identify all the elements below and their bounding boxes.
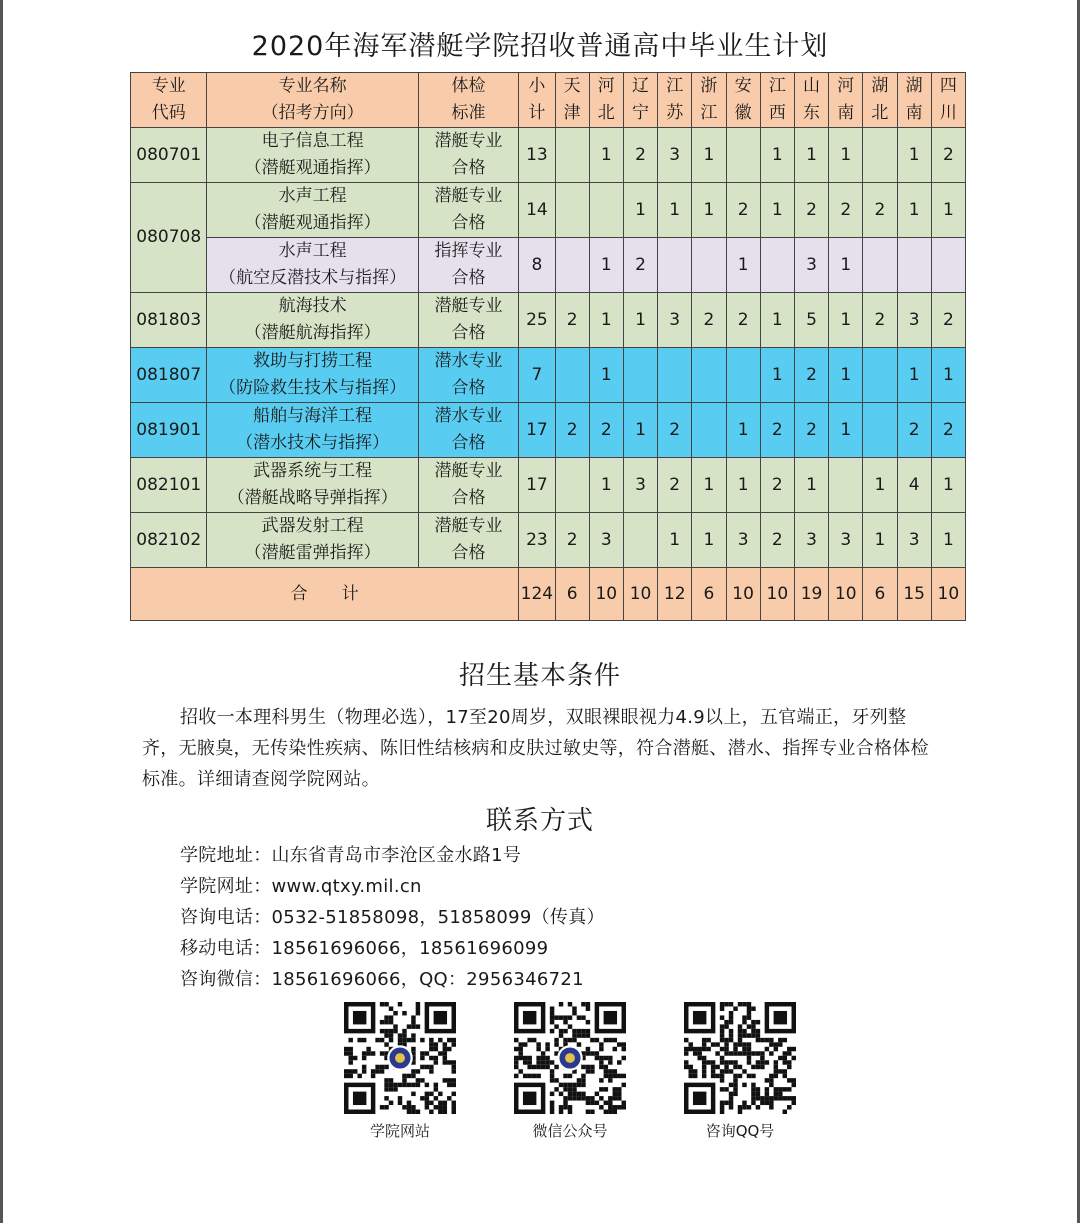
- major-name: 水声工程 （潜艇观通指挥）: [207, 183, 418, 238]
- total-cell: 6: [863, 568, 897, 621]
- quota-cell: 1: [692, 183, 726, 238]
- column-header: 河 北: [589, 73, 623, 128]
- quota-cell: 2: [794, 183, 828, 238]
- quota-cell: 1: [589, 458, 623, 513]
- page-title: 2020年海军潜艇学院招收普通高中毕业生计划: [251, 31, 829, 62]
- total-cell: 6: [555, 568, 589, 621]
- total-cell: 15: [897, 568, 931, 621]
- total-row: [131, 568, 966, 621]
- quota-cell: 1: [589, 128, 623, 183]
- left-border: [0, 0, 3, 1223]
- quota-cell: 1: [931, 458, 965, 513]
- quota-cell: 1: [863, 513, 897, 568]
- quota-cell: 2: [658, 403, 692, 458]
- major-code: 081901: [131, 403, 207, 458]
- quota-cell: 2: [760, 458, 794, 513]
- quota-cell: 2: [623, 238, 657, 293]
- quota-cell: 1: [623, 293, 657, 348]
- quota-cell: 1: [726, 403, 760, 458]
- contact-title: 联系方式: [485, 806, 594, 836]
- quota-cell: 3: [897, 513, 931, 568]
- quota-cell: [555, 238, 589, 293]
- quota-cell: [692, 238, 726, 293]
- major-code: 082102: [131, 513, 207, 568]
- quota-cell: 1: [726, 238, 760, 293]
- qr-label-qq: 咨询QQ号: [705, 1122, 775, 1140]
- quota-cell: 2: [897, 403, 931, 458]
- quota-cell: 14: [519, 183, 555, 238]
- quota-cell: 1: [658, 513, 692, 568]
- quota-cell: 1: [794, 128, 828, 183]
- total-cell: 10: [726, 568, 760, 621]
- quota-cell: 2: [931, 293, 965, 348]
- quota-cell: 1: [829, 238, 863, 293]
- quota-cell: 2: [863, 293, 897, 348]
- quota-cell: 1: [760, 348, 794, 403]
- column-header: 江 西: [760, 73, 794, 128]
- quota-cell: 1: [794, 458, 828, 513]
- total-label: 合 计: [131, 568, 519, 621]
- total-cell: 10: [931, 568, 965, 621]
- quota-cell: 7: [519, 348, 555, 403]
- quota-cell: 2: [623, 128, 657, 183]
- column-header: 安 徽: [726, 73, 760, 128]
- quota-cell: 1: [931, 513, 965, 568]
- total-cell: 10: [829, 568, 863, 621]
- quota-cell: [863, 238, 897, 293]
- quota-cell: 2: [829, 183, 863, 238]
- total-cell: 12: [658, 568, 692, 621]
- total-cell: 19: [794, 568, 828, 621]
- quota-cell: 2: [555, 403, 589, 458]
- column-header: 江 苏: [658, 73, 692, 128]
- table-row: [131, 183, 966, 238]
- quota-cell: 2: [794, 348, 828, 403]
- table-row: [131, 403, 966, 458]
- quota-cell: 1: [726, 458, 760, 513]
- quota-cell: [726, 348, 760, 403]
- table-row: [131, 348, 966, 403]
- physical-standard: 潜艇专业 合格: [418, 293, 519, 348]
- table-row: [131, 513, 966, 568]
- quota-cell: [623, 348, 657, 403]
- quota-cell: 1: [760, 183, 794, 238]
- quota-cell: [555, 128, 589, 183]
- quota-cell: [658, 348, 692, 403]
- quota-cell: 1: [897, 348, 931, 403]
- contact-website: 学院网址：www.qtxy.mil.cn: [180, 876, 422, 897]
- quota-cell: [897, 238, 931, 293]
- quota-cell: [760, 238, 794, 293]
- column-header: 天 津: [555, 73, 589, 128]
- quota-cell: 1: [931, 183, 965, 238]
- column-header: 四 川: [931, 73, 965, 128]
- physical-standard: 潜艇专业 合格: [418, 183, 519, 238]
- quota-cell: [931, 238, 965, 293]
- major-name: 电子信息工程 （潜艇观通指挥）: [207, 128, 418, 183]
- table-row: [131, 128, 966, 183]
- major-name: 航海技术 （潜艇航海指挥）: [207, 293, 418, 348]
- quota-cell: 1: [760, 128, 794, 183]
- quota-cell: 17: [519, 458, 555, 513]
- qr-label-website: 学院网站: [369, 1122, 430, 1140]
- quota-cell: 3: [829, 513, 863, 568]
- quota-cell: 1: [692, 513, 726, 568]
- column-header: 山 东: [794, 73, 828, 128]
- table-header-row: [131, 73, 966, 128]
- quota-cell: 2: [794, 403, 828, 458]
- physical-standard: 潜水专业 合格: [418, 348, 519, 403]
- total-cell: 10: [623, 568, 657, 621]
- quota-cell: [555, 458, 589, 513]
- column-header: 专业名称 （招考方向）: [207, 73, 418, 128]
- contact-wechat-qq: 咨询微信：18561696066，QQ：2956346721: [180, 969, 584, 990]
- quota-cell: 8: [519, 238, 555, 293]
- quota-cell: 3: [658, 293, 692, 348]
- quota-cell: 1: [829, 348, 863, 403]
- quota-cell: [555, 183, 589, 238]
- website-qr-code-icon[interactable]: [344, 1002, 456, 1114]
- conditions-title: 招生基本条件: [458, 661, 621, 691]
- quota-cell: 2: [658, 458, 692, 513]
- quota-cell: 23: [519, 513, 555, 568]
- wechat-qr-code-icon[interactable]: [514, 1002, 626, 1114]
- quota-cell: 2: [555, 513, 589, 568]
- quota-cell: [555, 348, 589, 403]
- column-header: 河 南: [829, 73, 863, 128]
- table-row: [131, 293, 966, 348]
- quota-cell: 2: [555, 293, 589, 348]
- quota-cell: [829, 458, 863, 513]
- quota-cell: 13: [519, 128, 555, 183]
- quota-cell: 1: [829, 403, 863, 458]
- enrollment-plan-table: [130, 72, 966, 621]
- major-name: 武器发射工程 （潜艇雷弹指挥）: [207, 513, 418, 568]
- column-header: 小 计: [519, 73, 555, 128]
- quota-cell: 3: [897, 293, 931, 348]
- major-code: 080708: [131, 183, 207, 293]
- major-code: 081803: [131, 293, 207, 348]
- contact-mobile: 移动电话：18561696066，18561696099: [180, 938, 549, 959]
- physical-standard: 潜艇专业 合格: [418, 513, 519, 568]
- major-code: 082101: [131, 458, 207, 513]
- major-code: 080701: [131, 128, 207, 183]
- major-name: 救助与打捞工程 （防险救生技术与指挥）: [207, 348, 418, 403]
- quota-cell: [692, 348, 726, 403]
- quota-cell: 1: [589, 238, 623, 293]
- quota-cell: 2: [760, 513, 794, 568]
- quota-cell: 3: [589, 513, 623, 568]
- major-name: 船舶与海洋工程 （潜水技术与指挥）: [207, 403, 418, 458]
- column-header: 专业 代码: [131, 73, 207, 128]
- quota-cell: 1: [897, 128, 931, 183]
- total-cell: 10: [760, 568, 794, 621]
- physical-standard: 潜艇专业 合格: [418, 458, 519, 513]
- physical-standard: 指挥专业 合格: [418, 238, 519, 293]
- quota-cell: [692, 403, 726, 458]
- column-header: 湖 南: [897, 73, 931, 128]
- quota-cell: 1: [692, 128, 726, 183]
- quota-cell: 1: [863, 458, 897, 513]
- total-cell: 10: [589, 568, 623, 621]
- quota-cell: 1: [623, 183, 657, 238]
- contact-address: 学院地址：山东省青岛市李沧区金水路1号: [180, 845, 522, 866]
- quota-cell: 3: [658, 128, 692, 183]
- physical-standard: 潜艇专业 合格: [418, 128, 519, 183]
- table-row: [131, 458, 966, 513]
- quota-cell: 3: [794, 238, 828, 293]
- quota-cell: 1: [623, 403, 657, 458]
- quota-cell: [863, 403, 897, 458]
- quota-cell: 3: [623, 458, 657, 513]
- qr-label-wechat: 微信公众号: [532, 1122, 608, 1140]
- quota-cell: [658, 238, 692, 293]
- major-name: 水声工程 （航空反潜技术与指挥）: [207, 238, 418, 293]
- quota-cell: 2: [589, 403, 623, 458]
- column-header: 体检 标准: [418, 73, 519, 128]
- quota-cell: 2: [863, 183, 897, 238]
- quota-cell: 2: [931, 403, 965, 458]
- major-code: 081807: [131, 348, 207, 403]
- quota-cell: 3: [794, 513, 828, 568]
- total-cell: 6: [692, 568, 726, 621]
- quota-cell: 1: [692, 458, 726, 513]
- quota-cell: 2: [931, 128, 965, 183]
- quota-cell: 1: [897, 183, 931, 238]
- quota-cell: 1: [829, 293, 863, 348]
- quota-cell: [623, 513, 657, 568]
- column-header: 湖 北: [863, 73, 897, 128]
- quota-cell: 1: [829, 128, 863, 183]
- quota-cell: 4: [897, 458, 931, 513]
- physical-standard: 潜水专业 合格: [418, 403, 519, 458]
- contact-phone: 咨询电话：0532-51858098，51858099（传真）: [180, 907, 605, 928]
- quota-cell: 1: [760, 293, 794, 348]
- quota-cell: 3: [726, 513, 760, 568]
- quota-cell: 2: [692, 293, 726, 348]
- quota-cell: 1: [931, 348, 965, 403]
- quota-cell: 25: [519, 293, 555, 348]
- table-body: [131, 128, 966, 621]
- quota-cell: 1: [589, 293, 623, 348]
- column-header: 辽 宁: [623, 73, 657, 128]
- major-name: 武器系统与工程 （潜艇战略导弹指挥）: [207, 458, 418, 513]
- quota-cell: 5: [794, 293, 828, 348]
- quota-cell: 2: [726, 293, 760, 348]
- quota-cell: [726, 128, 760, 183]
- quota-cell: [863, 128, 897, 183]
- quota-cell: [863, 348, 897, 403]
- quota-cell: [589, 183, 623, 238]
- conditions-text: 招收一本理科男生（物理必选），17至20周岁，双眼裸眼视力4.9以上，五官端正，牙列整齐，无腋臭，无传染性疾病、陈旧性结核病和皮肤过敏史等，符合潜艇、潜水、指挥专业合格体检标准。详细请查阅学院网站。: [142, 707, 929, 790]
- qq-qr-code-icon[interactable]: [684, 1002, 796, 1114]
- column-header: 浙 江: [692, 73, 726, 128]
- total-cell: 124: [519, 568, 555, 621]
- quota-cell: 2: [726, 183, 760, 238]
- quota-cell: 17: [519, 403, 555, 458]
- quota-cell: 1: [589, 348, 623, 403]
- quota-cell: 1: [658, 183, 692, 238]
- table-row: [131, 238, 966, 293]
- quota-cell: 2: [760, 403, 794, 458]
